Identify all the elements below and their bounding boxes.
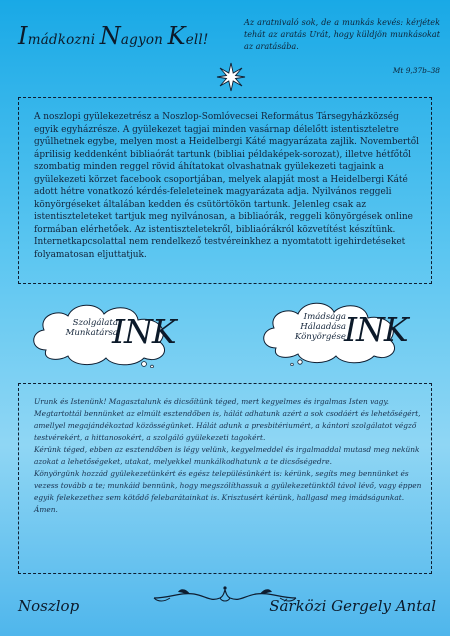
footer-author: Sárközi Gergely Antal	[269, 597, 436, 615]
title-text: Imádkozni Nagyon Kell!	[18, 22, 209, 50]
prayer-paragraph: Kérünk téged, ebben az esztendőben is légy velünk, kegyelmeddel és irgalmaddal mutasd meg nekünk azokat a lehetőségeket, utakat, melyekkel munkálkodhatunk a te dicsőségedre.	[34, 444, 420, 466]
cloud-right-text	[268, 312, 346, 342]
prayer-paragraph: Megtartottál bennünket az elmúlt esztendőben is, hálát adhatunk azért a sok csodáért és lehetőségért, amellyel megajándékoztad közösségünket. Hálát adunk a presbitériumért, a kántori szolgálatot végző testvérekért, a hittanosokért, a szolgáló gyülekezeti tagokért.	[34, 408, 421, 442]
cloud-right-line1: Imádsága	[303, 312, 346, 322]
cloud-right-line2: Hálaadása	[300, 322, 346, 332]
intro-text: A noszlopi gyülekezetrész a Noszlop-Somlóvecsei Református Társegyházközség egyik egyházrésze. A gyülekezet tagjai minden vasárnap délelőtt istentiszteletre gyűlhetnek egybe, melyen most a Heidelbergi Káté magyarázata zajlik. Novembertől áprilisig keddenként bibliaórát tartunk (bibliai példaképek-sorozat), illetve hétfőtől szombatig minden reggel rövid áhítatokat olvashatnak gyülekezeti tagjaink a gyülekezeti körzet facebook csoportjában, melyek alapját most a Heidelbergi Káté adott hétre vonatkozó kérdés-feleleteinek magyarázata adja. Nyilvános reggeli könyörgéseket általában kedden és csütörtökön tartunk. Jelenleg csak az istentiszteleteket tartjuk meg nyilvánosan, a bibliaórák, reggeli könyörgések online formában elérhetőek. Az istentiszteletekről, bibliaórákról közvetítést készítünk. Internetkapcsolattal nem rendelkező testvéreinkhez a nyomtatott igehirdetéseket folyamatosan eljuttatjuk.	[34, 112, 419, 261]
cloud-right-ink: INK	[344, 310, 408, 349]
prayer-paragraph: Könyörgünk hozzád gyülekezetünkért és egész településünkért is: kérünk, segíts meg bennünket és vezess tovább a te; munkáid bennünk, hogy megszólíthassuk a gyülekezetünktől távol lévő, vagy éppen egyik felekezethez sem kötődő felebarátainkat is. Krisztusért kérünk, hallgasd meg imádságunkat. Ámen.	[34, 468, 422, 514]
bible-quote-reference: Mt 9,37b–38	[392, 66, 440, 75]
cloud-left-ink: INK	[112, 312, 176, 351]
prayer-text	[34, 396, 424, 516]
cloud-right-line3: Könyörgése	[294, 332, 346, 342]
bible-quote: Az aratnivaló sok, de a munkás kevés: kérjétek tehát az aratás Urát, hogy küldjön munkásokat az aratásába.	[244, 17, 440, 51]
cloud-left-line1: Szolgálata	[72, 318, 118, 328]
cloud-left-line2: Munkatársa	[65, 328, 118, 338]
page-title	[18, 22, 209, 50]
star-icon	[216, 62, 246, 92]
cloud-left-text	[38, 318, 118, 338]
footer-location: Noszlop	[18, 597, 80, 615]
prayer-paragraph: Urunk és Istenünk! Magasztalunk és dicsőítünk téged, mert kegyelmes és irgalmas Isten vagy.	[34, 397, 389, 406]
